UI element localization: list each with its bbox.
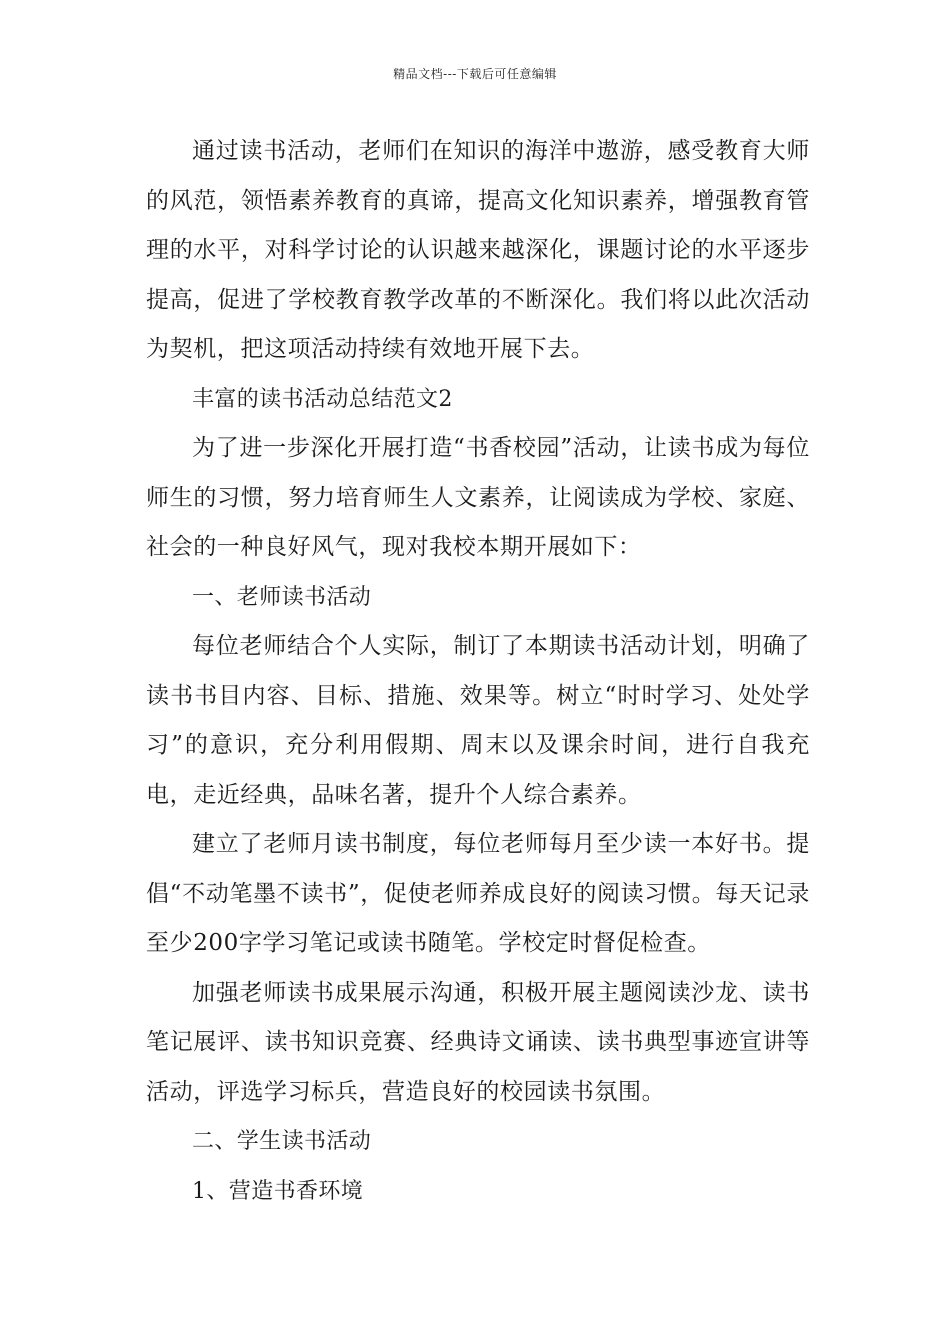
section-heading: 二、学生读书活动 <box>192 1129 372 1154</box>
paragraph: 通过读书活动，老师们在知识的海洋中遨游，感受教育大师的风范，领悟素养教育的真谛，提高文化知识素养，增强教育管理的水平，对科学讨论的认识越来越深化，课题讨论的水平逐步提高，促进了学校教育教学改革的不断深化。我们将以此次活动为契机，把这项活动持续有效地开展下去。 <box>146 138 810 362</box>
paragraph: 为了进一步深化开展打造“书香校园”活动，让读书成为每位师生的习惯，努力培育师生人文素养，让阅读成为学校、家庭、社会的一种良好风气，现对我校本期开展如下： <box>146 435 810 560</box>
subsection-heading: 1、营造书香环境 <box>192 1178 364 1204</box>
paragraph: 建立了老师月读书制度，每位老师每月至少读一本好书。提倡“不动笔墨不读书”，促使老师养成良好的阅读习惯。每天记录至少200字学习笔记或读书随笔。学校定时督促检查。 <box>146 831 810 956</box>
section-heading: 一、老师读书活动 <box>192 584 372 610</box>
paragraph: 每位老师结合个人实际，制订了本期读书活动计划，明确了读书书目内容、目标、措施、效果等。树立“时时学习、处处学习”的意识，充分利用假期、周末以及课余时间，进行自我充电，走近经典，品味名著，提升个人综合素养。 <box>146 633 810 808</box>
paragraph: 加强老师读书成果展示沟通，积极开展主题阅读沙龙、读书笔记展评、读书知识竞赛、经典诗文诵读、读书典型事迹宣讲等活动，评选学习标兵，营造良好的校园读书氛围。 <box>146 979 810 1105</box>
page-header: 精品文档---下载后可任意编辑 <box>393 67 557 81</box>
document-body <box>146 127 810 1216</box>
section-heading: 丰富的读书活动总结范文2 <box>192 386 453 412</box>
